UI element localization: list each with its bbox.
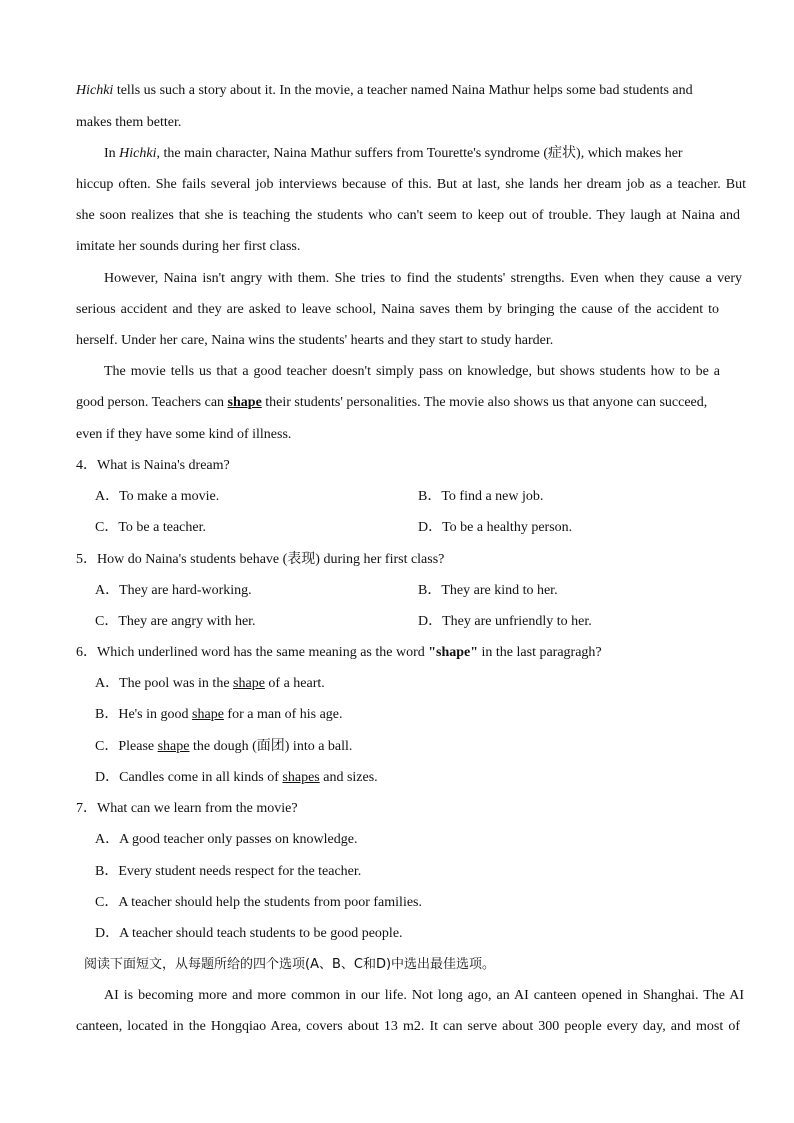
- question-5-stem: 5．How do Naina's students behave (表现) during her first class?: [76, 552, 445, 567]
- option-text: and sizes.: [319, 770, 378, 785]
- question-4-stem: 4．What is Naina's dream?: [76, 458, 230, 473]
- q5-option-d[interactable]: D．They are unfriendly to her.: [418, 614, 592, 629]
- passage-text: In: [104, 146, 120, 161]
- passage-line: even if they have some kind of illness.: [76, 427, 292, 442]
- underlined-word: shape: [157, 739, 190, 754]
- q7-option-a[interactable]: A．A good teacher only passes on knowledge.: [95, 832, 358, 847]
- question-7-stem: 7．What can we learn from the movie?: [76, 801, 298, 816]
- paragraph-start: The movie tells us that a good teacher doesn't simply pass on knowledge, but shows students how to be a: [104, 364, 720, 379]
- q5-option-c[interactable]: C．They are angry with her.: [95, 614, 256, 629]
- passage-text: , the main character, Naina Mathur suffers from Tourette's syndrome (症状), which makes her: [156, 146, 683, 161]
- option-text: B．He's in good: [95, 707, 193, 722]
- underlined-word: shape: [192, 707, 224, 722]
- passage-text: good person. Teachers can: [76, 395, 228, 410]
- option-text: A．The pool was in the: [95, 676, 234, 691]
- movie-title: Hichki: [119, 146, 157, 161]
- q4-option-d[interactable]: D．To be a healthy person.: [418, 520, 573, 535]
- q6-option-d[interactable]: [95, 769, 378, 787]
- passage-line: herself. Under her care, Naina wins the students' hearts and they start to study harder.: [76, 333, 554, 348]
- q6-option-c[interactable]: [95, 738, 352, 756]
- paragraph-start: However, Naina isn't angry with them. She tries to find the students' strengths. Even when they cause a very: [104, 271, 742, 286]
- q7-option-b[interactable]: B．Every student needs respect for the teacher.: [95, 864, 362, 879]
- passage-text: tells us such a story about it. In the movie, a teacher named Naina Mathur helps some bad students and: [113, 83, 693, 98]
- q6-option-a[interactable]: [95, 675, 325, 693]
- movie-title: Hichki: [76, 83, 114, 98]
- key-word-shape: shape: [227, 395, 262, 410]
- q4-option-b[interactable]: B．To find a new job.: [418, 489, 544, 504]
- passage-line: makes them better.: [76, 115, 182, 130]
- passage-line: she soon realizes that she is teaching the students who can't seem to keep out of trouble. They laugh at Naina and: [76, 208, 740, 223]
- passage-line: serious accident and they are asked to leave school, Naina saves them by bringing the cause of the accident to: [76, 302, 719, 317]
- passage-line: [76, 394, 738, 412]
- passage-line: canteen, located in the Hongqiao Area, covers about 13 m2. It can serve about 300 people every day, and most of: [76, 1019, 740, 1034]
- passage-line: hiccup often. She fails several job interviews because of this. But at last, she lands her dream job as a teacher. But: [76, 177, 746, 192]
- q7-option-d[interactable]: D．A teacher should teach students to be good people.: [95, 926, 403, 941]
- question-text: in the last paragragh?: [478, 645, 602, 660]
- passage-text: their students' personalities. The movie also shows us that anyone can succeed,: [261, 395, 708, 410]
- q7-option-c[interactable]: C．A teacher should help the students from poor families.: [95, 895, 422, 910]
- option-text: of a heart.: [264, 676, 325, 691]
- q5-option-a[interactable]: A．They are hard-working.: [95, 583, 252, 598]
- q4-option-a[interactable]: A．To make a movie.: [95, 489, 220, 504]
- q6-option-b[interactable]: [95, 706, 343, 724]
- passage-line: imitate her sounds during her first class.: [76, 239, 301, 254]
- section-instruction: 阅读下面短文，从每题所给的四个选项(A、B、C和D)中选出最佳选项。: [84, 957, 496, 972]
- question-text: 6．Which underlined word has the same meaning as the word: [76, 645, 429, 660]
- q5-option-b[interactable]: B．They are kind to her.: [418, 583, 558, 598]
- option-text: C．Please: [95, 739, 158, 754]
- q4-option-c[interactable]: C．To be a teacher.: [95, 520, 206, 535]
- passage-line: [76, 82, 722, 100]
- paragraph-start: [104, 145, 712, 163]
- underlined-word: shapes: [282, 770, 320, 785]
- paragraph-start: AI is becoming more and more common in our life. Not long ago, an AI canteen opened in Shanghai. The AI: [104, 988, 744, 1003]
- underlined-word: shape: [233, 676, 265, 691]
- question-6-stem: [76, 644, 602, 662]
- key-word-quoted: "shape": [428, 645, 479, 660]
- option-text: D．Candles come in all kinds of: [95, 770, 283, 785]
- option-text: the dough (面团) into a ball.: [189, 739, 353, 754]
- option-text: for a man of his age.: [223, 707, 343, 722]
